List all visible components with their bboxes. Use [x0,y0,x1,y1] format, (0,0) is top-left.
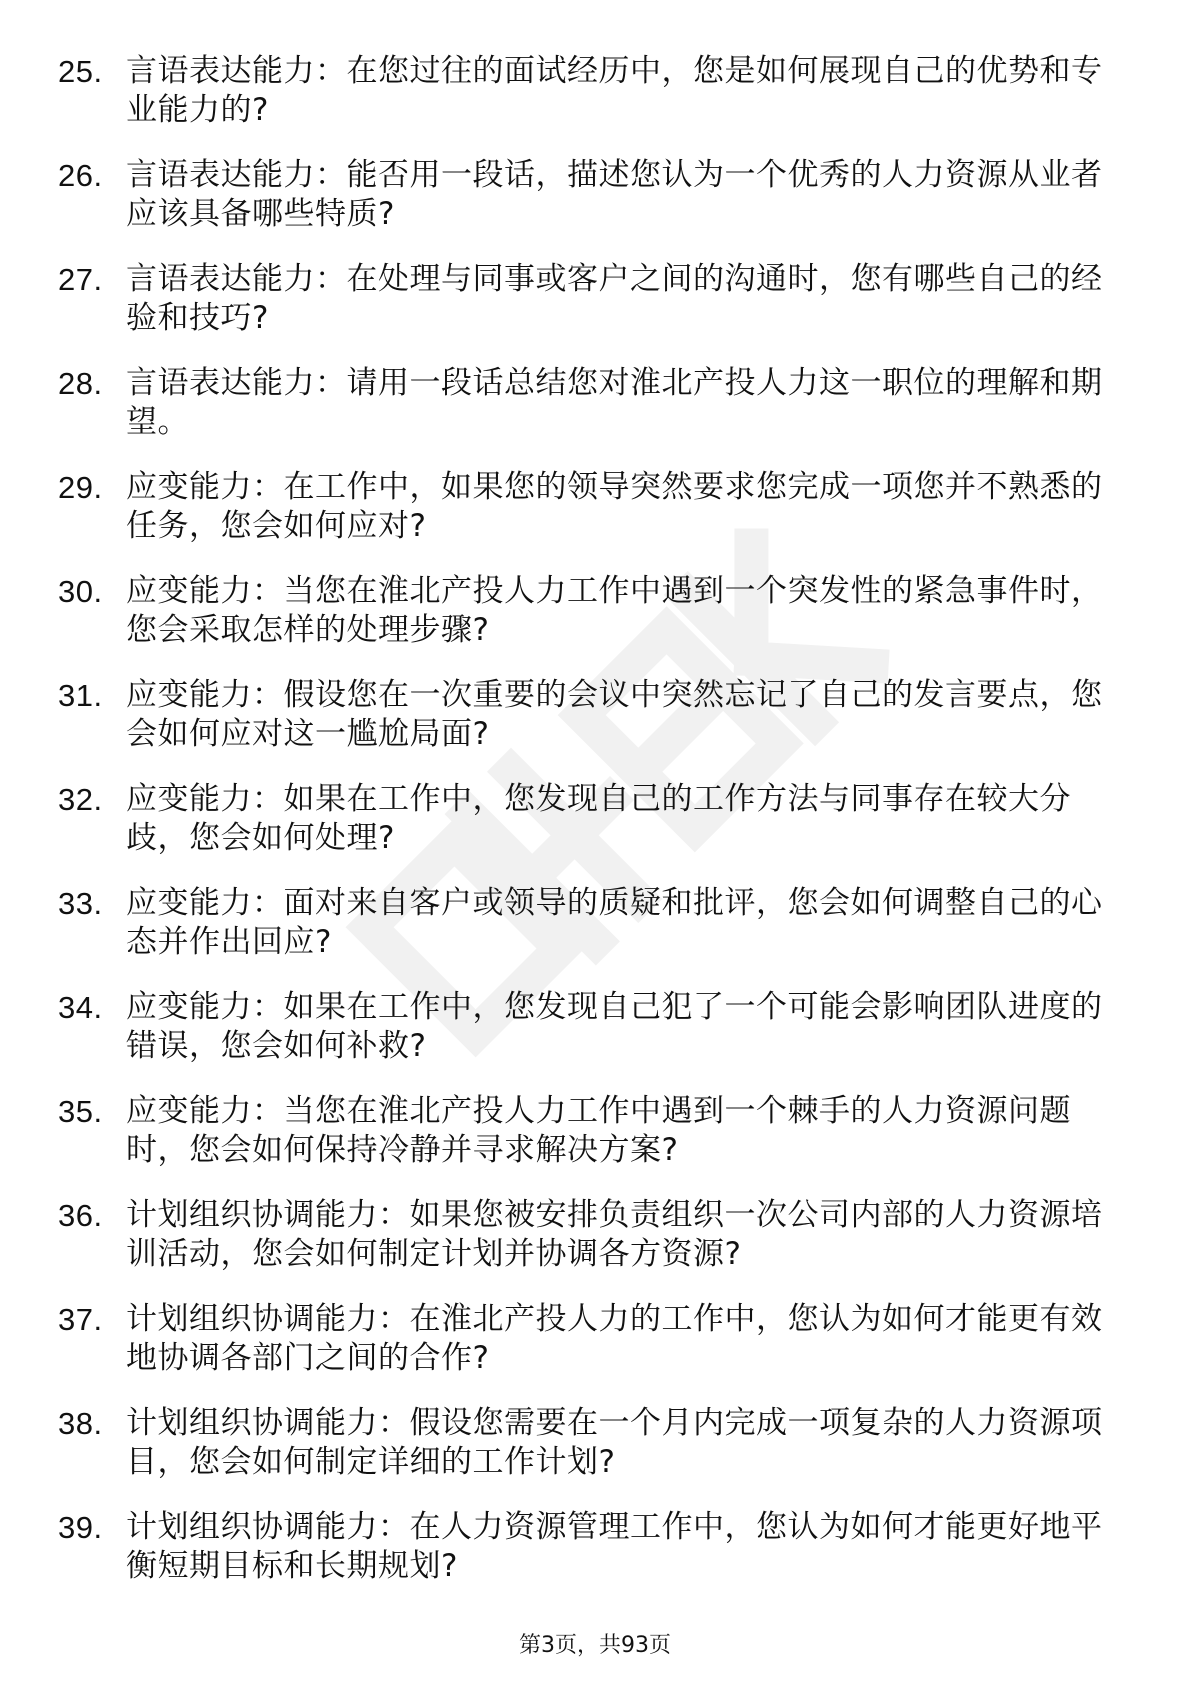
question-item-31 [58,676,1118,754]
question-text: 应变能力：如果在工作中，您发现自己的工作方法与同事存在较大分歧，您会如何处理? [126,781,1071,856]
question-text: 计划组织协调能力：假设您需要在一个月内完成一项复杂的人力资源项目，您会如何制定详细的工作计划? [126,1405,1103,1480]
question-text: 计划组织协调能力：在人力资源管理工作中，您认为如何才能更好地平衡短期目标和长期规划? [126,1509,1103,1584]
question-text: 言语表达能力：请用一段话总结您对淮北产投人力这一职位的理解和期望。 [126,365,1103,440]
question-text: 应变能力：如果在工作中，您发现自己犯了一个可能会影响团队进度的错误，您会如何补救? [126,989,1103,1064]
question-number: 36. [58,1198,103,1233]
question-text: 言语表达能力：在您过往的面试经历中，您是如何展现自己的优势和专业能力的? [126,53,1103,128]
question-text: 应变能力：假设您在一次重要的会议中突然忘记了自己的发言要点，您会如何应对这一尴尬局面? [126,677,1103,752]
question-item-26 [58,156,1118,234]
question-text: 言语表达能力：能否用一段话，描述您认为一个优秀的人力资源从业者应该具备哪些特质? [126,157,1103,232]
question-number: 27. [58,262,103,297]
question-text: 应变能力：在工作中，如果您的领导突然要求您完成一项您并不熟悉的任务，您会如何应对? [126,469,1103,544]
question-number: 35. [58,1094,103,1129]
question-text: 计划组织协调能力：在淮北产投人力的工作中，您认为如何才能更有效地协调各部门之间的合作? [126,1301,1103,1376]
question-item-35 [58,1092,1118,1170]
question-number: 32. [58,782,103,817]
question-number: 26. [58,158,103,193]
question-text: 应变能力：当您在淮北产投人力工作中遇到一个突发性的紧急事件时，您会采取怎样的处理步骤? [126,573,1103,648]
question-item-30 [58,572,1118,650]
question-text: 计划组织协调能力：如果您被安排负责组织一次公司内部的人力资源培训活动，您会如何制定计划并协调各方资源? [126,1197,1103,1272]
question-item-39 [58,1508,1118,1586]
question-number: 28. [58,366,103,401]
question-item-29 [58,468,1118,546]
question-item-32 [58,780,1118,858]
question-text: 应变能力：面对来自客户或领导的质疑和批评，您会如何调整自己的心态并作出回应? [126,885,1103,960]
question-item-28 [58,364,1118,442]
question-item-38 [58,1404,1118,1482]
question-number: 31. [58,678,103,713]
question-item-27 [58,260,1118,338]
question-item-34 [58,988,1118,1066]
question-number: 30. [58,574,103,609]
page-footer: 第3页，共93页 [519,1633,671,1658]
question-item-37 [58,1300,1118,1378]
question-item-25 [58,52,1118,130]
question-number: 34. [58,990,103,1025]
question-item-33 [58,884,1118,962]
question-number: 29. [58,470,103,505]
question-number: 39. [58,1510,103,1545]
question-text: 应变能力：当您在淮北产投人力工作中遇到一个棘手的人力资源问题时，您会如何保持冷静并寻求解决方案? [126,1093,1071,1168]
question-item-36 [58,1196,1118,1274]
question-number: 33. [58,886,103,921]
question-number: 37. [58,1302,103,1337]
question-text: 言语表达能力：在处理与同事或客户之间的沟通时，您有哪些自己的经验和技巧? [126,261,1103,336]
question-number: 38. [58,1406,103,1441]
question-list [58,52,1118,1612]
question-number: 25. [58,54,103,89]
